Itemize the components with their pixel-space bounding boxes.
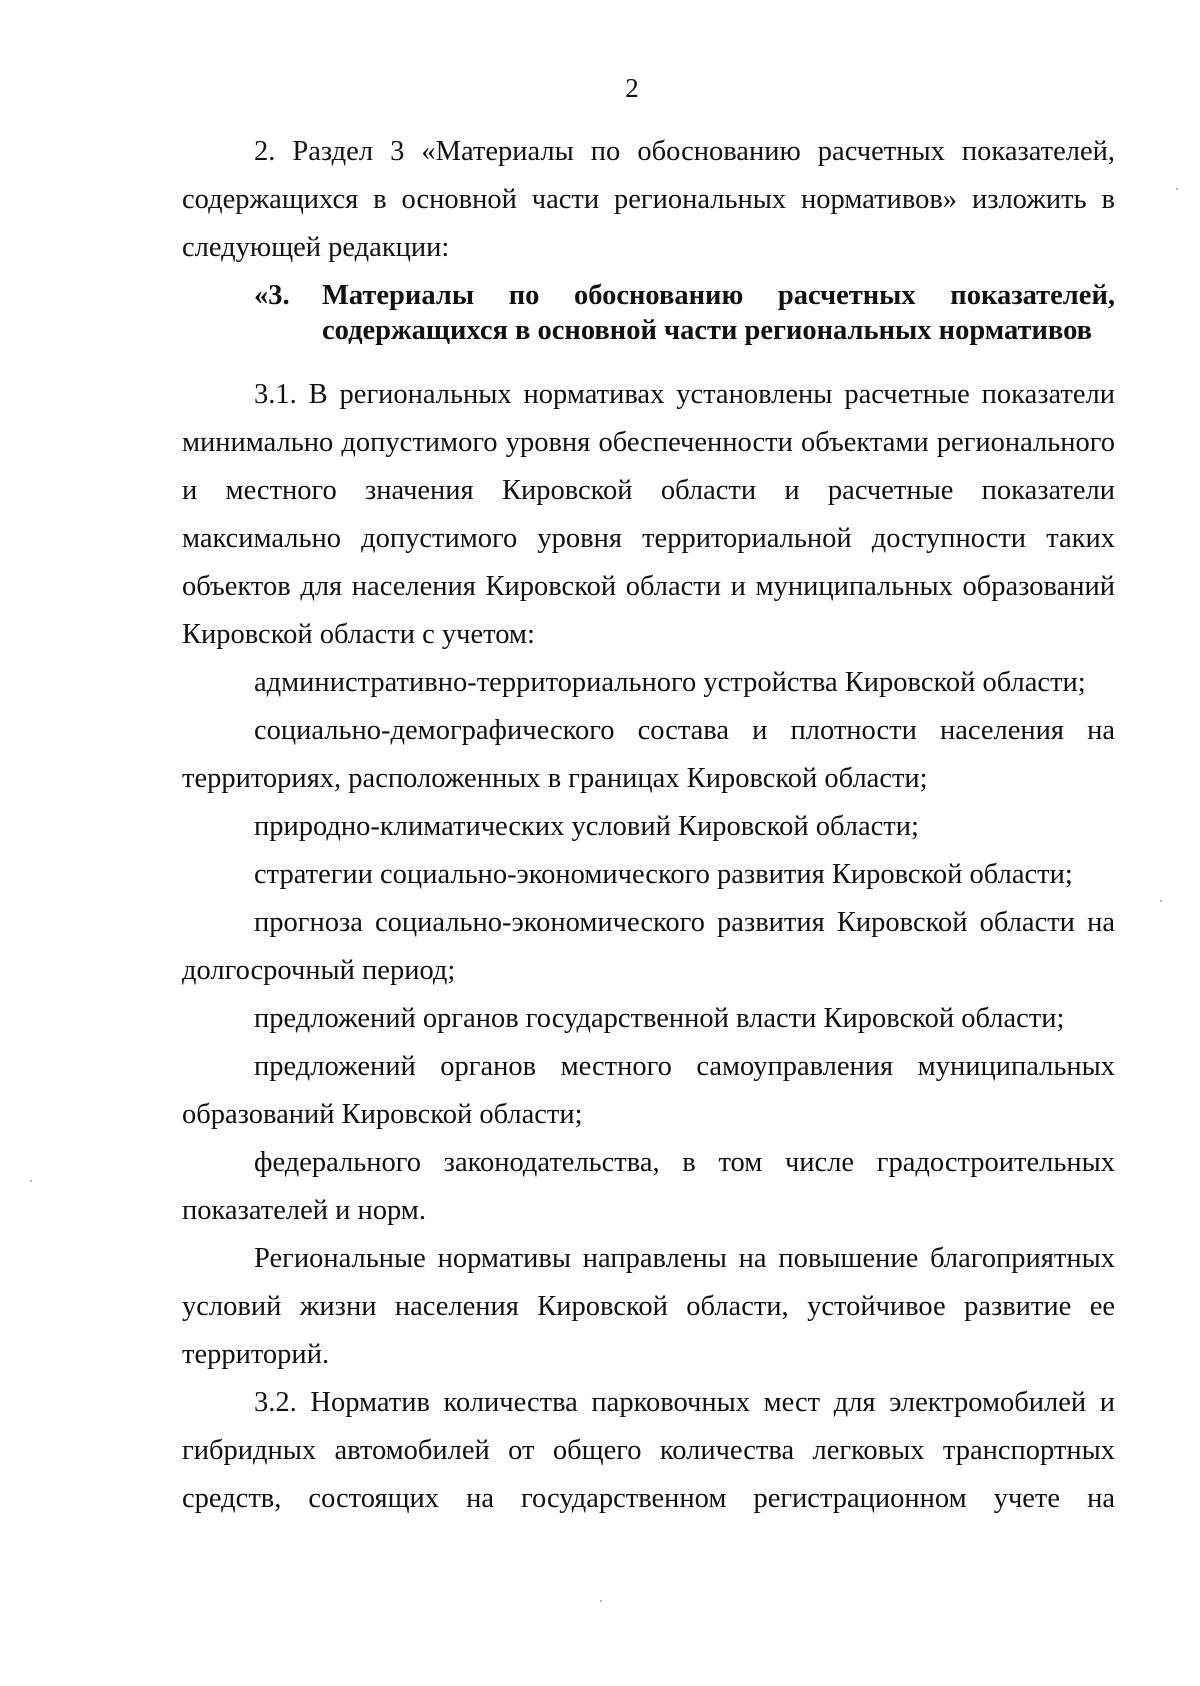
list-item-federal-law: федерального законодательства, в том числе градостроительных показателей и норм.: [182, 1147, 1115, 1226]
list-item-social: социально-демографического состава и плотности населения на территориях, расположенных в границах Кировской области;: [182, 715, 1115, 794]
list-item-forecast: прогноза социально-экономического развития Кировской области на долгосрочный период;: [182, 907, 1115, 986]
scan-speck: [1160, 900, 1162, 902]
list-item-local-bodies: предложений органов местного самоуправления муниципальных образований Кировской области;: [182, 1051, 1115, 1130]
scan-speck: [30, 1180, 32, 1182]
section-heading-title: [322, 278, 1115, 348]
page-number: 2: [625, 73, 639, 103]
scan-speck: [600, 1600, 602, 1602]
list-item-climate: природно-климатических условий Кировской области;: [254, 811, 919, 842]
paragraph-3-2: 3.2. Норматив количества парковочных мест для электромобилей и гибридных автомобилей от общего количества легковых транспортных средств, состоящих на государственном регистрационном учете на: [182, 1387, 1115, 1514]
paragraph-3-1: 3.1. В региональных нормативах установлены расчетные показатели минимально допустимого уровня обеспеченности объектами регионального и местного значения Кировской области и расчетные показатели максимально допустимого уровня территориальной доступности таких объектов для населения Кировской области и муниципальных образований Кировской области с учетом:: [182, 379, 1115, 650]
section-heading-line-2: содержащихся в основной части региональных нормативов: [322, 315, 1093, 346]
list-item-strategy: стратегии социально-экономического развития Кировской области;: [254, 859, 1073, 890]
paragraph-goals: Региональные нормативы направлены на повышение благоприятных условий жизни населения Кировской области, устойчивое развитие ее территорий.: [182, 1243, 1115, 1370]
document-body: [182, 128, 1115, 1523]
section-heading: [182, 278, 1115, 348]
section-heading-line-1: Материалы по обоснованию расчетных показателей,: [322, 280, 1115, 311]
scan-speck: [1176, 188, 1178, 190]
list-item-admin: административно-территориального устройства Кировской области;: [254, 667, 1086, 698]
spacer: [182, 356, 1115, 371]
list-item-state-bodies: предложений органов государственной власти Кировской области;: [254, 1003, 1065, 1034]
section-heading-number: «3.: [254, 280, 290, 311]
intro-paragraph: 2. Раздел 3 «Материалы по обоснованию расчетных показателей, содержащихся в основной части региональных нормативов» изложить в следующей редакции:: [182, 136, 1115, 263]
